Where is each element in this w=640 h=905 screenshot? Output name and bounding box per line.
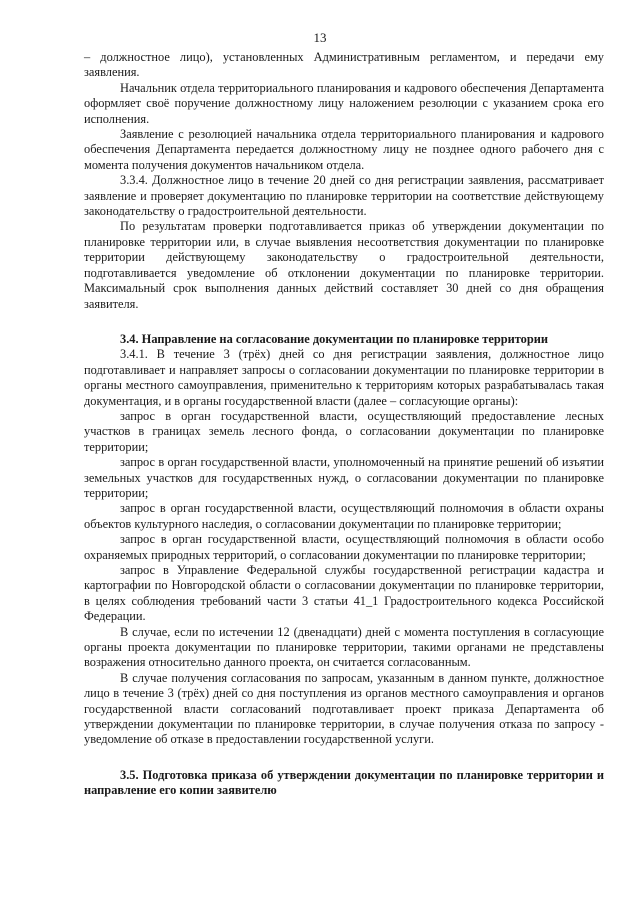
paragraph: Заявление с резолюцией начальника отдела территориального планирования и кадрового обеспечения Департамента передается должностному лицу не позднее одного рабочего дня с момента получения документов начальником отдела. <box>84 127 604 172</box>
paragraph: запрос в орган государственной власти, осуществляющий полномочия в области особо охраняемых природных территорий, о согласовании документации по планировке территории; <box>84 532 604 562</box>
paragraph: запрос в орган государственной власти, осуществляющий полномочия в области охраны объектов культурного наследия, о согласовании документации по планировке территории; <box>84 501 604 531</box>
section-heading-3-4: 3.4. Направление на согласование документации по планировке территории <box>120 331 549 346</box>
document-body <box>84 50 604 799</box>
paragraph: 3.3.4. Должностное лицо в течение 20 дней со дня регистрации заявления, рассматривает заявление и проверяет документацию по планировке территории на соответствие действующему законодательству о градостроительной деятельности. <box>84 173 604 219</box>
paragraph: запрос в Управление Федеральной службы государственной регистрации кадастра и картографии по Новгородской области о согласовании документации по планировке территории, в целях соблюдения требований части 3 статьи 41_1 Градостроительного кодекса Российской Федерации. <box>84 563 604 624</box>
section-heading-3-5: 3.5. Подготовка приказа об утверждении документации по планировке территории и направление его копии заявителю <box>84 767 604 798</box>
paragraph: 3.4.1. В течение 3 (трёх) дней со дня регистрации заявления, должностное лицо подготавливает и направляет запросы о согласовании документации по планировке территории в органы местного самоуправления, применительно к территориям которых разрабатывалась такая документация, и в органы государственной власти (далее – согласующие органы): <box>84 347 604 408</box>
paragraph: Начальник отдела территориального планирования и кадрового обеспечения Департамента оформляет своё поручение должностному лицу наложением резолюции с указанием срока его исполнения. <box>84 80 604 126</box>
paragraph: По результатам проверки подготавливается приказ об утверждении документации по планировке территории или, в случае выявления несоответствия документации по планировке территории действующему законодательству о градостроительной деятельности, подготавливается уведомление об отклонении документации по планировке территории. Максимальный срок выполнения данных действий составляет 30 дней со дня обращения заявителя. <box>84 219 604 311</box>
page-number: 13 <box>313 30 327 45</box>
paragraph: запрос в орган государственной власти, осуществляющий предоставление лесных участков в границах земель лесного фонда, о согласовании документации по планировке территории; <box>84 408 604 454</box>
paragraph: В случае получения согласования по запросам, указанным в данном пункте, должностное лицо в течение 3 (трёх) дней со дня поступления из органов местного самоуправления и органов государственной власти согласований подготавливает проект приказа Департамента об утверждении документации по планировке территории, в случае получения отказа по запросу - уведомление об отказе в предоставлении государственной услуги. <box>84 670 604 747</box>
paragraph: – должностное лицо), установленных Административным регламентом, и передачи ему заявления. <box>84 50 604 80</box>
paragraph: В случае, если по истечении 12 (двенадцати) дней с момента поступления в согласующие органы проекта документации по планировке территории, такими органами не представлены возражения относительно данного проекта, он считается согласованным. <box>84 624 604 670</box>
paragraph: запрос в орган государственной власти, уполномоченный на принятие решений об изъятии земельных участков для государственных нужд, о согласовании документации по планировке территории; <box>84 455 604 500</box>
